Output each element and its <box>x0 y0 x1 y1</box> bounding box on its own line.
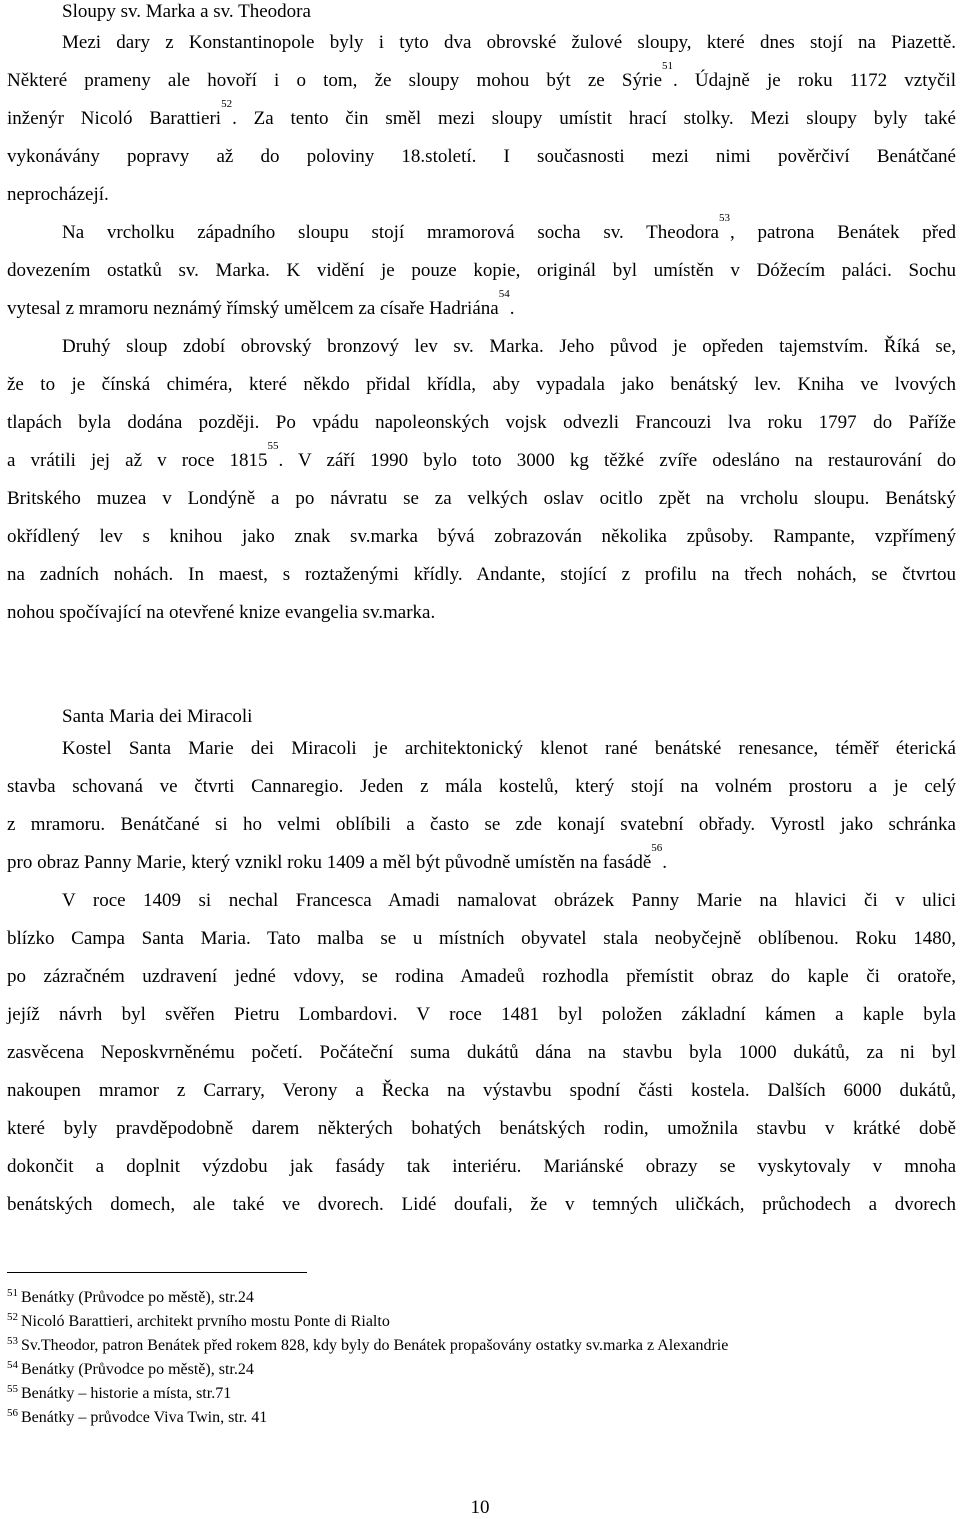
text-segment: Britského muzea v Londýně a po návratu se za velkých oslav ocitlo zpět na vrcholu sloupu. Benátský <box>7 488 956 509</box>
text-line <box>7 1004 956 1026</box>
footnote-item <box>7 1408 267 1429</box>
text-line <box>7 412 956 434</box>
text-segment: vytesal z mramoru neznámý římský umělcem za císaře Hadriána <box>7 298 499 319</box>
footnote-item <box>7 1384 231 1405</box>
footnote-reference: 56 <box>651 842 663 854</box>
text-line <box>7 1080 956 1102</box>
text-segment: Kostel Santa Marie dei Miracoli je architektonický klenot rané benátské renesance, téměř éterická <box>62 738 956 759</box>
footnote-reference: 55 <box>267 440 279 452</box>
text-segment: stavba schovaná ve čtvrti Cannaregio. Jeden z mála kostelů, který stojí na volném prostoru a je celý <box>7 776 956 797</box>
footnote-number: 56 <box>7 1407 18 1419</box>
text-segment: nohou spočívající na otevřené knize evangelia sv.marka. <box>7 602 436 623</box>
text-segment: , patrona Benátek před <box>729 222 957 243</box>
footnote-number: 51 <box>7 1287 18 1299</box>
footnote-text: Benátky – historie a místa, str.71 <box>21 1385 232 1402</box>
text-segment: které byly pravděpodobně darem některých bohatých benátských rodin, umožnila stavbu v krátké době <box>7 1118 956 1139</box>
text-segment: . Za tento čin směl mezi sloupy umístit hrací stolky. Mezi sloupy byly také <box>232 108 956 129</box>
text-segment: V roce 1409 si nechal Francesca Amadi namalovat obrázek Panny Marie na hlavici či v ulici <box>62 890 956 911</box>
text-line <box>7 776 956 798</box>
text-segment: Některé prameny ale hovoří i o tom, že sloupy mohou být ze Sýrie <box>7 70 663 91</box>
text-segment: vykonávány popravy až do poloviny 18.století. I současnosti mezi nimi pověrčiví Benátčané <box>7 146 956 167</box>
text-line <box>7 564 956 586</box>
footnote-text: Benátky (Průvodce po městě), str.24 <box>21 1361 254 1378</box>
text-line <box>7 60 957 92</box>
footnote-text: Benátky (Průvodce po městě), str.24 <box>21 1289 254 1306</box>
text-segment: inženýr Nicoló Barattieri <box>7 108 222 129</box>
text-segment: okřídlený lev s knihou jako znak sv.marka bývá zobrazován několika způsoby. Rampante, vzpřímený <box>7 526 956 547</box>
text-line <box>7 440 956 472</box>
text-segment: pro obraz Panny Marie, který vznikl roku 1409 a měl být původně umístěn na fasádě <box>7 852 652 873</box>
text-segment: . V září 1990 bylo toto 3000 kg těžké zvíře odesláno na restaurování do <box>278 450 956 471</box>
text-line <box>7 842 956 874</box>
footnote-reference: 53 <box>718 212 730 224</box>
text-line <box>7 488 956 510</box>
text-segment: Mezi dary z Konstantinopole byly i tyto dva obrovské žulové sloupy, které dnes stojí na Piazettě. <box>62 32 956 53</box>
text-segment: z mramoru. Benátčané si ho velmi oblíbili a často se zde konají svatební obřady. Vyrostl jako schránka <box>7 814 956 835</box>
text-segment: benátských domech, ale také ve dvorech. Lidé doufali, že v temných uličkách, průchodech a dvorech <box>7 1194 956 1215</box>
text-line <box>7 928 956 950</box>
text-segment: blízko Campa Santa Maria. Tato malba se u místních obyvatel stala neobyčejně oblíbenou. Roku 1480, <box>7 928 956 949</box>
footnote-reference: 51 <box>662 60 674 72</box>
footnote-reference: 52 <box>221 98 233 110</box>
footnote-number: 55 <box>7 1383 18 1395</box>
section-heading-santa-maria: Santa Maria dei Miracoli <box>62 706 253 727</box>
section-heading-sloupy: Sloupy sv. Marka a sv. Theodora <box>62 1 311 22</box>
text-line <box>7 184 956 206</box>
footnote-item <box>7 1360 254 1381</box>
text-segment: tlapách byla dodána později. Po vpádu napoleonských vojsk odvezli Francouzi lva roku 1797 do Paříže <box>7 412 956 433</box>
text-segment: Na vrcholku západního sloupu stojí mramorová socha sv. Theodora <box>62 222 719 243</box>
text-segment: dokončit a doplnit výzdobu jak fasády tak interiéru. Mariánské obrazy se vyskytovaly v mnoha <box>7 1156 956 1177</box>
text-segment: po zázračném uzdravení jedné vdovy, se rodina Amadeů rozhodla přemístit obraz do kaple či oratoře, <box>7 966 956 987</box>
text-line <box>62 32 956 54</box>
text-line <box>7 526 956 548</box>
text-segment: nakoupen mramor z Carrary, Verony a Řecka na výstavbu spodní části kostela. Dalších 6000 dukátů, <box>7 1080 956 1101</box>
text-line <box>62 738 956 760</box>
text-line <box>7 98 956 130</box>
text-segment: na zadních nohách. In maest, s roztaženými křídly. Andante, stojící z profilu na třech nohách, se čtvrtou <box>7 564 956 585</box>
text-line <box>7 1156 956 1178</box>
text-segment: . <box>662 852 667 873</box>
text-line <box>62 336 956 358</box>
text-line <box>62 212 957 244</box>
text-segment: . <box>509 298 515 319</box>
footnote-separator <box>7 1272 307 1273</box>
footnote-item <box>7 1288 254 1309</box>
footnote-text: Sv.Theodor, patron Benátek před rokem 828, kdy byly do Benátek propašovány ostatky sv.marka z Alexandrie <box>21 1337 729 1354</box>
footnote-number: 54 <box>7 1359 18 1371</box>
text-line <box>7 288 956 320</box>
text-line <box>7 146 956 168</box>
text-segment: neprocházejí. <box>7 184 109 205</box>
text-line <box>7 1194 956 1216</box>
footnote-number: 53 <box>7 1335 18 1347</box>
footnote-text: Nicoló Barattieri, architekt prvního mostu Ponte di Rialto <box>21 1313 390 1330</box>
text-segment: dovezením ostatků sv. Marka. K vidění je pouze kopie, originál byl umístěn v Dóžecím paláci. Sochu <box>7 260 956 281</box>
text-line <box>7 966 956 988</box>
text-segment: . Údajně je roku 1172 vztyčil <box>673 70 957 91</box>
text-line <box>7 814 956 836</box>
text-segment: zasvěcena Neposkvrněnému početí. Počáteční suma dukátů dána na stavbu byla 1000 dukátů, za ni byl <box>7 1042 956 1063</box>
text-line <box>7 1118 956 1140</box>
text-segment: Druhý sloup zdobí obrovský bronzový lev sv. Marka. Jeho původ je opředen tajemstvím. Říká se, <box>62 336 956 357</box>
text-segment: jejíž návrh byl svěřen Pietru Lombardovi. V roce 1481 byl položen základní kámen a kaple byla <box>7 1004 956 1025</box>
footnote-reference: 54 <box>498 288 510 300</box>
text-segment: a vrátili jej až v roce 1815 <box>7 450 268 471</box>
text-line <box>62 890 956 912</box>
text-line <box>7 602 956 624</box>
page-number: 10 <box>470 1497 490 1518</box>
text-line <box>7 260 956 282</box>
footnote-item <box>7 1336 728 1357</box>
text-segment: že to je čínská chiméra, které někdo přidal křídla, aby vypadala jako benátský lev. Kniha ve lvových <box>7 374 956 395</box>
footnote-number: 52 <box>7 1311 18 1323</box>
text-line <box>7 374 956 396</box>
footnote-item <box>7 1312 390 1333</box>
footnote-text: Benátky – průvodce Viva Twin, str. 41 <box>21 1409 268 1426</box>
text-line <box>7 1042 956 1064</box>
